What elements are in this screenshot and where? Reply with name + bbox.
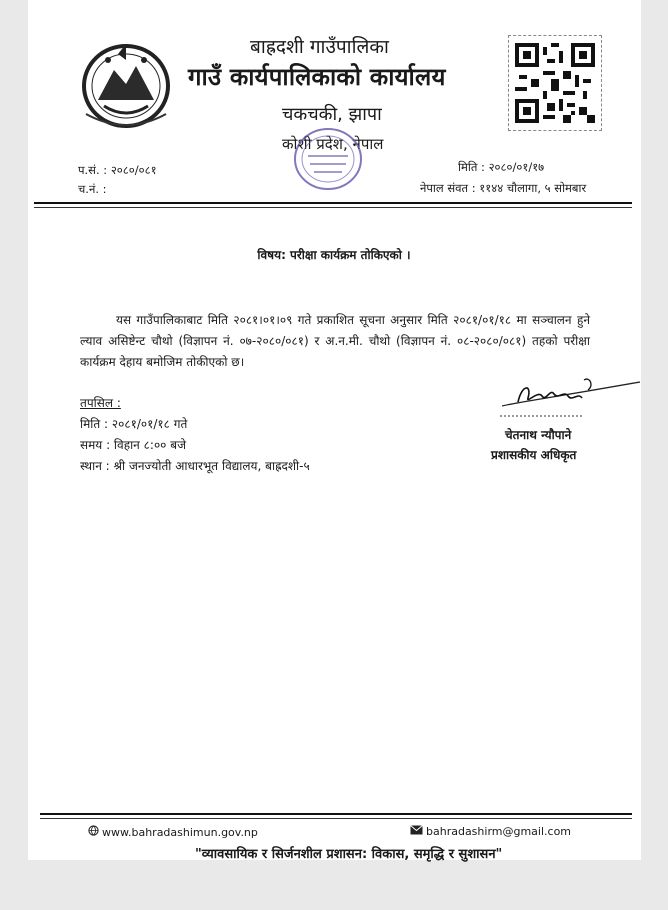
- ps-value: २०८०/०८१: [110, 163, 157, 177]
- footer-slogan: "व्यावसायिक र सिर्जनशील प्रशासन: विकास, समृद्धि र सुशासन": [195, 847, 503, 862]
- letter-date: [458, 160, 544, 175]
- nepal-samvat-label: नेपाल संवत :: [420, 181, 476, 195]
- office-title: गाउँ कार्यपालिकाको कार्यालय: [188, 63, 446, 91]
- subject-line: विषय: परीक्षा कार्यक्रम तोकिएको ।: [257, 248, 411, 262]
- footer-divider: [40, 813, 632, 815]
- date-label: मिति :: [458, 160, 485, 174]
- date-value: २०८०/०१/१७: [488, 160, 545, 174]
- address-line-1: चकचकी, झापा: [282, 104, 382, 125]
- signature: [498, 372, 648, 420]
- email-text[interactable]: bahradashirm@gmail.com: [426, 825, 572, 838]
- details-time: समय : विहान ८:०० बजे: [80, 438, 186, 452]
- footer-email: [410, 825, 571, 838]
- nepal-samvat: [420, 181, 586, 196]
- dispatch-number: [78, 182, 107, 197]
- cn-label: च.नं. :: [78, 182, 107, 196]
- qr-code-icon: [508, 35, 602, 131]
- letter-body: [80, 310, 590, 373]
- signatory-title: प्रशासकीय अधिकृत: [491, 448, 577, 462]
- footer-website: [88, 825, 258, 839]
- municipality-name: बाह्रदशी गाउँपालिका: [250, 36, 389, 58]
- exam-details: [80, 393, 310, 477]
- envelope-icon: [410, 825, 423, 838]
- nepal-samvat-value: ११४४ चौलागा, ५ सोमबार: [479, 181, 587, 195]
- details-place: स्थान : श्री जनज्योती आधारभूत विद्यालय, बाह्रदशी-५: [80, 459, 310, 473]
- signatory-name: चेतनाथ न्यौपाने: [505, 428, 572, 442]
- details-date: मिति : २०८१/०१/१८ गते: [80, 417, 188, 431]
- header-divider-thin: [34, 207, 632, 208]
- footer-divider-thin: [40, 818, 632, 819]
- ps-label: प.सं. :: [78, 163, 108, 177]
- office-stamp-icon: [292, 126, 364, 192]
- body-paragraph: यस गाउँपालिकाबाट मिति २०८१।०१।०९ गते प्रकाशित सूचना अनुसार मिति २०८१/०१/१८ मा सञ्चालन हुने ल्याव असिष्टेन्ट चौथो (विज्ञापन नं. ०७-२०८०/०८१) र अ.न.मी. चौथो (विज्ञापन नं. ०८-२०८०/०८१) तहको परीक्षा कार्यक्रम देहाय बमोजिम तोकीएको छ।: [80, 313, 590, 369]
- details-heading: तपसिल :: [80, 396, 121, 410]
- nepal-emblem-icon: [78, 40, 174, 130]
- address-line-2: कोशी प्रदेश, नेपाल: [282, 135, 384, 153]
- globe-icon: [88, 825, 99, 839]
- header-divider: [34, 202, 632, 204]
- reference-number: [78, 163, 157, 178]
- website-text[interactable]: www.bahradashimun.gov.np: [102, 825, 258, 839]
